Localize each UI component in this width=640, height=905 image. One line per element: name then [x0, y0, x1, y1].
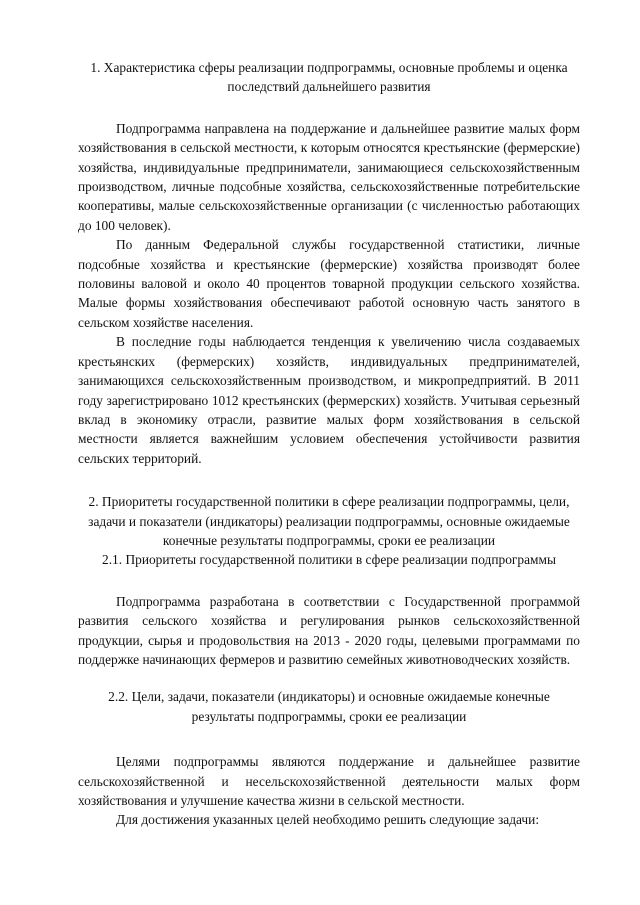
section-2-1-paragraph: Подпрограмма разработана в соответствии с Государственной программой развития сельского хозяйства и регулирования рынков сельскохозяйственной продукции, сырья и продовольствия на 2013 - 2020 годы, целевыми программами по поддержке начинающих фермеров и развитию семейных животноводческих хозяйств.: [78, 593, 580, 667]
section-1-heading: 1. Характеристика сферы реализации подпрограммы, основные проблемы и оценка последствий дальнейшего развития: [90, 60, 568, 95]
section-2-2-paragraph-2: Для достижения указанных целей необходимо решить следующие задачи:: [116, 812, 540, 828]
section-2-2-paragraph-1: Целями подпрограммы являются поддержание и дальнейшее развитие сельскохозяйственной и несельскохозяйственной деятельности малых форм хозяйствования и улучшение качества жизни в сельской местности.: [78, 754, 580, 808]
section-2-1-heading: 2.1. Приоритеты государственной политики в сфере реализации подпрограммы: [102, 552, 556, 568]
section-1-paragraph-2: По данным Федеральной службы государственной статистики, личные подсобные хозяйства и крестьянские (фермерские) хозяйства производят более половины валовой и около 40 процентов товарной продукции сельского хозяйства. Малые формы хозяйствования обеспечивают работой основную часть занятого в сельском хозяйстве населения.: [78, 237, 580, 330]
section-2-2-heading: 2.2. Цели, задачи, показатели (индикаторы) и основные ожидаемые конечные результаты подпрограммы, сроки ее реализации: [108, 689, 550, 724]
document-page: [78, 58, 580, 830]
section-2-heading: 2. Приоритеты государственной политики в сфере реализации подпрограммы, цели, задачи и показатели (индикаторы) реализации подпрограммы, основные ожидаемые конечные результаты подпрограммы, сроки ее реализации: [88, 494, 570, 548]
section-1-paragraph-3: В последние годы наблюдается тенденция к увеличению числа создаваемых крестьянских (фермерских) хозяйств, индивидуальных предпринимателей, занимающихся сельскохозяйственным производством, и микропредприятий. В 2011 году зарегистрировано 1012 крестьянских (фермерских) хозяйств. Учитывая серьезный вклад в экономику отрасли, развитие малых форм хозяйствования в сельской местности является важнейшим условием обеспечения устойчивости развития сельских территорий.: [78, 334, 580, 466]
section-1-paragraph-1: Подпрограмма направлена на поддержание и дальнейшее развитие малых форм хозяйствования в сельской местности, к которым относятся крестьянские (фермерские) хозяйства, индивидуальные предприниматели, занимающиеся сельскохозяйственным производством, личные подсобные хозяйства, сельскохозяйственные потребительские кооперативы, малые сельскохозяйственные организации (с численностью работающих до 100 человек).: [78, 120, 580, 233]
